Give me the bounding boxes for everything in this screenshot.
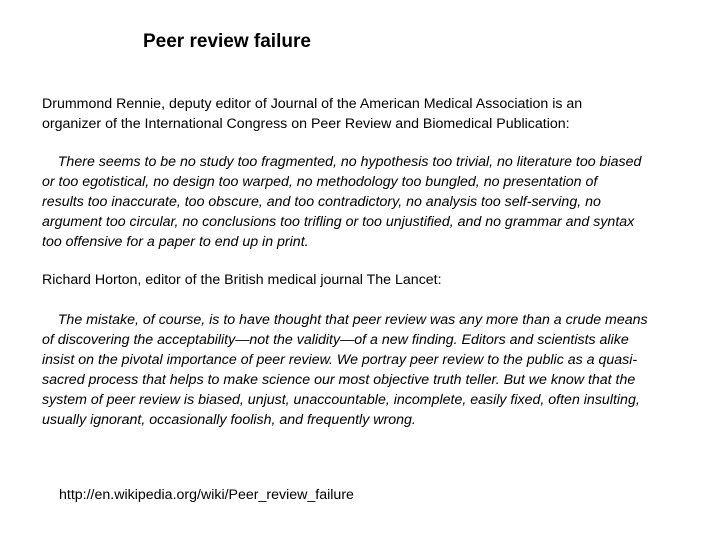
intro-rennie-line: organizer of the International Congress on Peer Review and Biomedical Publication:: [42, 116, 570, 132]
quote-horton-line: insist on the pivotal importance of peer review. We portray peer review to the public as a quasi-: [42, 352, 638, 368]
quote-horton-line: system of peer review is biased, unjust, unaccountable, incomplete, easily fixed, often insulting,: [42, 392, 640, 408]
quote-horton-line: The mistake, of course, is to have thought that peer review was any more than a crude means: [42, 312, 648, 328]
source-link[interactable]: http://en.wikipedia.org/wiki/Peer_review_failure: [59, 487, 354, 503]
quote-rennie: [42, 152, 692, 252]
quote-horton: [42, 310, 692, 430]
quote-rennie-line: argument too circular, no conclusions too trifling or too unjustified, and no grammar and syntax: [42, 214, 635, 230]
quote-rennie-line: There seems to be no study too fragmented, no hypothesis too trivial, no literature too biased: [42, 154, 642, 170]
slide-title: Peer review failure: [143, 31, 311, 52]
quote-rennie-line: or too egotistical, no design too warped, no methodology too bungled, no presentation of: [42, 174, 598, 190]
intro-rennie: [42, 94, 692, 134]
quote-rennie-line: results too inaccurate, too obscure, and too contradictory, no analysis too self-serving, no: [42, 194, 601, 210]
quote-horton-line: of discovering the acceptability—not the validity—of a new finding. Editors and scientists alike: [42, 332, 629, 348]
intro-rennie-line: Drummond Rennie, deputy editor of Journal of the American Medical Association is an: [42, 96, 583, 112]
intro-horton: Richard Horton, editor of the British medical journal The Lancet:: [42, 272, 442, 288]
quote-rennie-line: too offensive for a paper to end up in print.: [42, 234, 309, 250]
quote-horton-line: usually ignorant, occasionally foolish, and frequently wrong.: [42, 412, 416, 428]
quote-horton-line: sacred process that helps to make science our most objective truth teller. But we know that the: [42, 372, 636, 388]
